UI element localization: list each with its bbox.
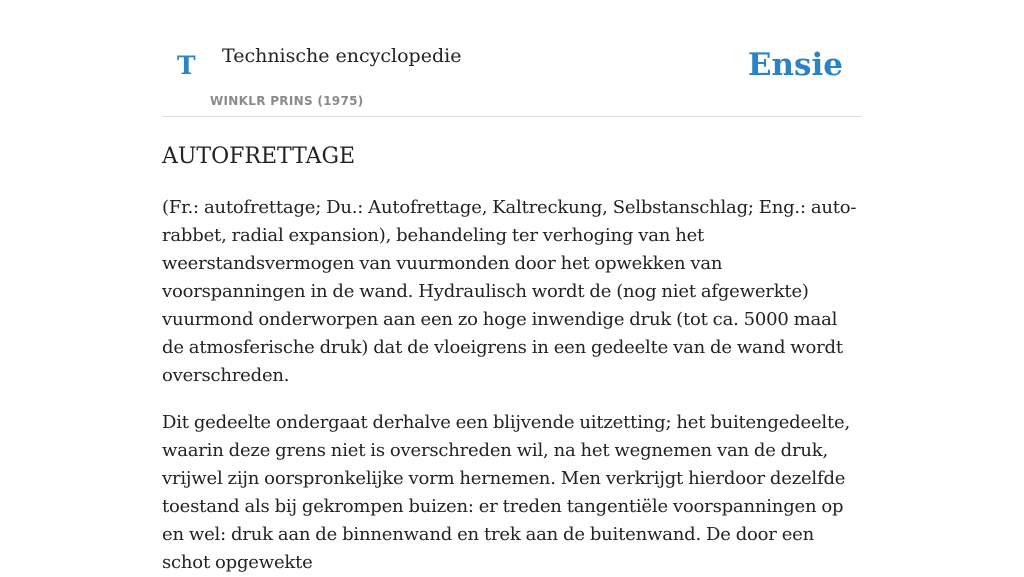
article-paragraph: (Fr.: autofrettage; Du.: Autofrettage, Kaltreckung, Selbstanschlag; Eng.: auto-rabbet, radial expansion), behandeling ter verhoging van het weerstandsvermogen van vuurmonden door het opwekken van voorspanningen in de wand. Hydraulisch wordt de (nog niet afgewerkte) vuurmond onderworpen aan een zo hoge inwendige druk (tot ca. 5000 maal de atmosferische druk) dat de vloeigrens in een gedeelte van de wand wordt overschreden. (162, 197, 857, 386)
article-paragraph: Dit gedeelte ondergaat derhalve een blijvende uitzetting; het buitengedeelte, waarin deze grens niet is overschreden wil, na het wegnemen van de druk, vrijwel zijn oorspronkelijke vorm hernemen. Men verkrijgt hierdoor dezelfde toestand als bij gekrompen buizen: er treden tangentiële voorspanningen op en wel: druk aan de binnenwand en trek aan de buitenwand. De door een schot opgewekte (162, 412, 850, 573)
article-title: AUTOFRETTAGE (162, 144, 356, 169)
page (162, 0, 862, 577)
encyclopedia-title[interactable]: Technische encyclopedie (222, 45, 462, 67)
ensie-logo[interactable]: Ensie (747, 47, 843, 83)
encyclopedia-source: WINKLR PRINS (1975) (210, 94, 364, 108)
encyclopedia-badge[interactable]: T (177, 51, 196, 80)
site-header (162, 0, 862, 117)
